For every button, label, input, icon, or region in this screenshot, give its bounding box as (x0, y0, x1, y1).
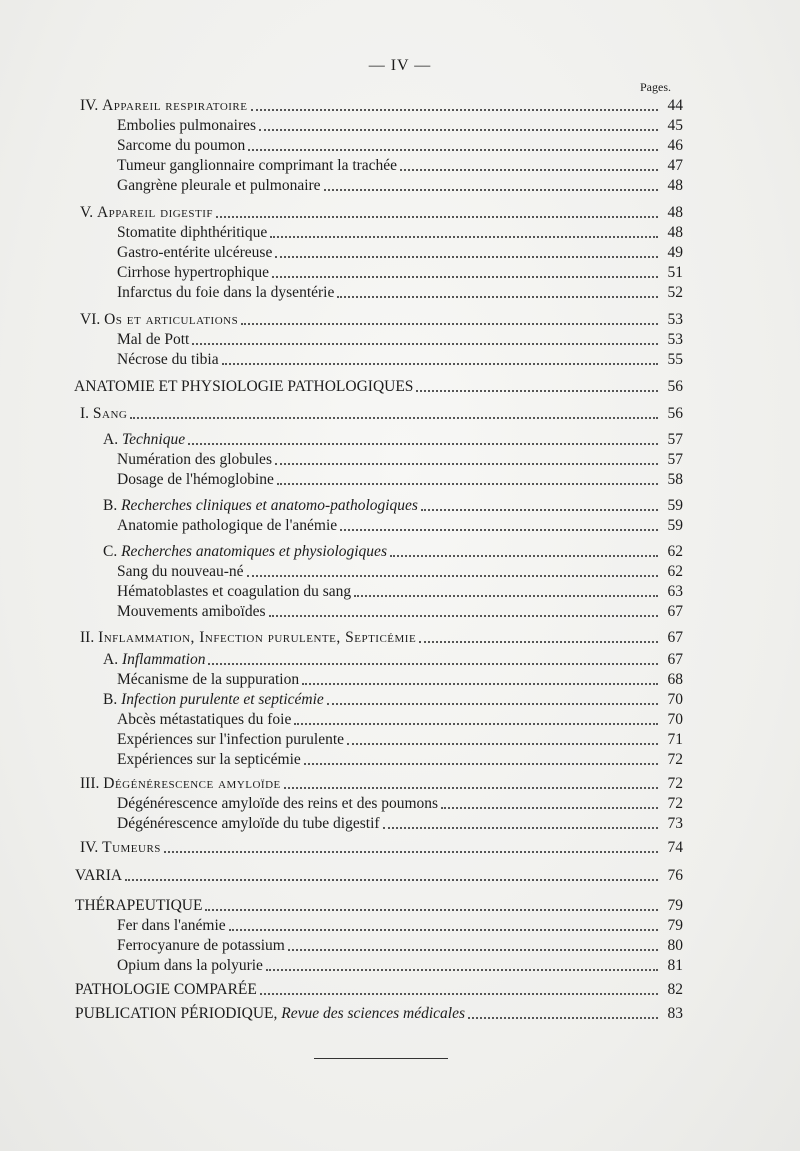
toc-entry-page-number: 63 (667, 583, 683, 600)
toc-entry (117, 283, 683, 303)
dot-leader (390, 555, 658, 557)
toc-entry-title (117, 794, 438, 814)
toc-entry-title (117, 956, 263, 976)
toc-entry-text: PUBLICATION PÉRIODIQUE, (75, 1005, 282, 1022)
toc-entry-page-number: 59 (667, 517, 683, 534)
pages-column-label: Pages. (640, 80, 671, 94)
toc-entry-text: Recherches anatomiques et physiologiques (121, 543, 387, 560)
toc-entry-text: Fer dans l'anémie (117, 917, 226, 934)
toc-entry-text: Sarcome du poumon (117, 137, 246, 154)
toc-entry (75, 866, 683, 886)
toc-entry-title (75, 980, 257, 1000)
toc-entry-page-number: 74 (667, 839, 683, 856)
toc-entry-title (80, 96, 248, 116)
toc-entry (74, 377, 683, 397)
toc-entry-title (80, 404, 127, 424)
toc-entry-text: Os et articulations (104, 311, 239, 328)
toc-entry (117, 562, 683, 582)
toc-entry-number: III. (80, 775, 104, 792)
toc-entry (117, 136, 683, 156)
toc-entry-page-number: 67 (667, 651, 683, 668)
toc-entry (117, 956, 683, 976)
toc-entry-number: V. (80, 204, 97, 221)
toc-entry-number: B. (103, 691, 122, 708)
toc-entry-title (103, 542, 387, 562)
toc-entry (103, 496, 683, 516)
toc-entry-number: A. (103, 651, 122, 668)
dot-leader (260, 993, 658, 995)
toc-entry (117, 330, 683, 350)
toc-entry-page-number: 79 (667, 917, 683, 934)
toc-entry-text: Infarctus du foie dans la dysentérie (117, 284, 335, 301)
toc-entry-title (80, 310, 238, 330)
toc-entry-text: Mécanisme de la suppuration (117, 671, 300, 688)
toc-entry (117, 223, 683, 243)
toc-entry-text: Cirrhose hypertrophique (117, 264, 269, 281)
toc-entry (80, 310, 683, 330)
toc-entry-page-number: 47 (667, 157, 683, 174)
toc-entry-title (117, 350, 219, 370)
toc-entry-text: Recherches cliniques et anatomo-pathologiques (121, 497, 418, 514)
toc-entry (117, 156, 683, 176)
dot-leader (400, 169, 658, 171)
toc-entry-page-number: 48 (667, 224, 683, 241)
toc-entry-page-number: 51 (667, 264, 683, 281)
dot-leader (441, 807, 658, 809)
toc-entry-title (117, 223, 267, 243)
toc-entry-title (75, 1004, 465, 1024)
dot-leader (248, 149, 658, 151)
toc-entry-title (117, 470, 274, 490)
toc-entry-title (103, 496, 418, 516)
toc-entry-text: Hématoblastes et coagulation du sang (117, 583, 352, 600)
toc-entry (117, 794, 683, 814)
toc-entry (103, 430, 683, 450)
toc-entry-text: Sang (92, 405, 128, 422)
toc-entry-title (117, 263, 269, 283)
toc-entry (117, 916, 683, 936)
toc-entry (117, 730, 683, 750)
toc-entry-title (117, 750, 301, 770)
toc-entry-number: I. (80, 405, 93, 422)
toc-entry-title (117, 710, 291, 730)
toc-entry-text: Dégénérescence amyloïde des reins et des poumons (117, 795, 439, 812)
toc-entry-page-number: 53 (667, 331, 683, 348)
toc-entry-title (80, 838, 161, 858)
dot-leader (270, 236, 658, 238)
toc-entry-page-number: 70 (667, 711, 683, 728)
toc-entry-page-number: 52 (667, 284, 683, 301)
toc-entry-text: Inflammation (121, 651, 206, 668)
toc-entry-text: Expériences sur l'infection purulente (117, 731, 345, 748)
toc-entry-page-number: 46 (667, 137, 683, 154)
toc-entry-page-number: 48 (667, 177, 683, 194)
toc-entry-title (117, 602, 266, 622)
dot-leader (272, 276, 658, 278)
toc-entry-text: VARIA (75, 867, 123, 884)
toc-entry (80, 96, 683, 116)
toc-entry (117, 263, 683, 283)
toc-entry-title (80, 774, 281, 794)
dot-leader (347, 743, 658, 745)
closing-rule (314, 1058, 448, 1059)
toc-entry-page-number: 71 (667, 731, 683, 748)
toc-entry-number: IV. (80, 839, 103, 856)
dot-leader (208, 663, 658, 665)
toc-entry-page-number: 68 (667, 671, 683, 688)
toc-entry-page-number: 72 (667, 751, 683, 768)
dot-leader (125, 879, 658, 881)
toc-entry-page-number: 55 (667, 351, 683, 368)
dot-leader (304, 763, 658, 765)
toc-entry-text: Tumeurs (102, 839, 161, 856)
toc-entry-page-number: 45 (667, 117, 683, 134)
toc-entry-title (117, 243, 272, 263)
toc-entry-page-number: 48 (667, 204, 683, 221)
toc-entry-text: Mal de Pott (117, 331, 190, 348)
toc-entry-number: IV. (80, 97, 103, 114)
toc-entry (103, 650, 683, 670)
toc-entry (117, 450, 683, 470)
toc-entry (80, 838, 683, 858)
dot-leader (284, 787, 658, 789)
dot-leader (192, 343, 658, 345)
dot-leader (294, 723, 658, 725)
dot-leader (421, 509, 658, 511)
toc-entry-page-number: 72 (667, 775, 683, 792)
toc-entry-title (117, 450, 272, 470)
dot-leader (247, 575, 658, 577)
toc-entry-title (117, 670, 299, 690)
dot-leader (337, 296, 658, 298)
dot-leader (288, 949, 658, 951)
toc-entry (117, 750, 683, 770)
toc-entry (117, 670, 683, 690)
toc-entry (117, 582, 683, 602)
dot-leader (222, 363, 658, 365)
toc-entry-text: Numération des globules (117, 451, 272, 468)
toc-entry (80, 203, 683, 223)
toc-entry-page-number: 70 (667, 691, 683, 708)
toc-entry-number: VI. (80, 311, 105, 328)
toc-entry-title (117, 176, 321, 196)
toc-entry-text: Nécrose du tibia (117, 351, 219, 368)
toc-entry-text: Embolies pulmonaires (117, 117, 257, 134)
toc-entry-page-number: 67 (667, 629, 683, 646)
toc-entry-text: Sang du nouveau-né (117, 563, 244, 580)
dot-leader (130, 417, 658, 419)
toc-entry-title (117, 814, 380, 834)
toc-entry-text: Ferrocyanure de potassium (117, 937, 285, 954)
toc-entry-title (117, 156, 397, 176)
toc-entry-page-number: 80 (667, 937, 683, 954)
dot-leader (340, 529, 658, 531)
dot-leader (277, 483, 658, 485)
dot-leader (416, 390, 658, 392)
toc-entry-title (117, 730, 344, 750)
toc-entry-text: Appareil respiratoire (102, 97, 248, 114)
toc-entry-text: Mouvements amiboïdes (117, 603, 266, 620)
toc-entry-page-number: 44 (667, 97, 683, 114)
toc-entry (75, 1004, 683, 1024)
toc-entry-number: C. (103, 543, 122, 560)
toc-entry-number: A. (103, 431, 122, 448)
toc-entry (117, 350, 683, 370)
toc-entry (117, 814, 683, 834)
toc-entry-title (117, 516, 337, 536)
toc-entry (117, 602, 683, 622)
toc-entry-title (117, 936, 285, 956)
dot-leader (324, 189, 658, 191)
toc-entry-text: Inflammation, Infection purulente, Septicémie (98, 629, 417, 646)
toc-entry-page-number: 56 (667, 378, 683, 395)
toc-entry-page-number: 57 (667, 451, 683, 468)
dot-leader (259, 129, 658, 131)
dot-leader (468, 1017, 658, 1019)
toc-entry-text: Expériences sur la septicémie (117, 751, 301, 768)
toc-entry (80, 774, 683, 794)
dot-leader (216, 216, 658, 218)
dot-leader (327, 703, 658, 705)
toc-entry-title (117, 136, 245, 156)
toc-entry-page-number: 72 (667, 795, 683, 812)
dot-leader (419, 641, 658, 643)
toc-entry (117, 243, 683, 263)
toc-entry (117, 710, 683, 730)
toc-entry-title (117, 330, 189, 350)
toc-entry (80, 404, 683, 424)
toc-entry-title (80, 203, 213, 223)
toc-entry (117, 116, 683, 136)
toc-entry-text: Stomatite diphthéritique (117, 224, 268, 241)
toc-entry-page-number: 73 (667, 815, 683, 832)
toc-entry-page-number: 49 (667, 244, 683, 261)
toc-entry-text: Dégénérescence amyloïde du tube digestif (117, 815, 380, 832)
toc-entry (117, 176, 683, 196)
toc-entry-text: ANATOMIE ET PHYSIOLOGIE PATHOLOGIQUES (74, 378, 414, 395)
dot-leader (269, 615, 658, 617)
toc-entry-text: Abcès métastatiques du foie (117, 711, 292, 728)
toc-entry-text: Gastro-entérite ulcéreuse (117, 244, 273, 261)
toc-entry (103, 690, 683, 710)
toc-entry-page-number: 81 (667, 957, 683, 974)
toc-entry-number: II. (80, 629, 99, 646)
dot-leader (302, 683, 658, 685)
toc-entry-text: PATHOLOGIE COMPARÉE (75, 981, 257, 998)
toc-entry (117, 516, 683, 536)
dot-leader (188, 443, 658, 445)
dot-leader (275, 463, 658, 465)
toc-entry-subtitle: Revue des sciences médicales (281, 1005, 465, 1022)
toc-entry-text: Dosage de l'hémoglobine (117, 471, 274, 488)
toc-entry-text: Appareil digestif (96, 204, 214, 221)
dot-leader (354, 595, 658, 597)
toc-entry-text: Gangrène pleurale et pulmonaire (117, 177, 321, 194)
toc-entry-title (103, 690, 324, 710)
toc-entry-page-number: 53 (667, 311, 683, 328)
toc-entry (117, 470, 683, 490)
toc-entry (75, 980, 683, 1000)
toc-entry-title (74, 377, 413, 397)
toc-entry-title (117, 562, 244, 582)
toc-entry-title (117, 582, 351, 602)
toc-entry-page-number: 57 (667, 431, 683, 448)
toc-entry-title (117, 916, 226, 936)
dot-leader (164, 851, 658, 853)
toc-entry-page-number: 82 (667, 981, 683, 998)
toc-entry-text: THÉRAPEUTIQUE (75, 897, 203, 914)
dot-leader (383, 827, 658, 829)
toc-entry-page-number: 58 (667, 471, 683, 488)
toc-entry-page-number: 62 (667, 563, 683, 580)
toc-entry-page-number: 76 (667, 867, 683, 884)
toc-entry-page-number: 62 (667, 543, 683, 560)
dot-leader (241, 323, 658, 325)
dot-leader (275, 256, 658, 258)
toc-entry (80, 628, 683, 648)
toc-entry-page-number: 59 (667, 497, 683, 514)
toc-entry-title (103, 650, 205, 670)
toc-entry-title (117, 283, 334, 303)
toc-entry-text: Anatomie pathologique de l'anémie (117, 517, 338, 534)
toc-entry-title (75, 896, 202, 916)
dot-leader (229, 929, 658, 931)
dot-leader (205, 909, 658, 911)
toc-entry-page-number: 56 (667, 405, 683, 422)
toc-entry (103, 542, 683, 562)
toc-entry-number: B. (103, 497, 122, 514)
toc-entry (75, 896, 683, 916)
toc-entry-text: Technique (121, 431, 186, 448)
toc-entry-text: Opium dans la polyurie (117, 957, 263, 974)
dot-leader (251, 109, 659, 111)
toc-entry-page-number: 67 (667, 603, 683, 620)
toc-entry-title (75, 866, 122, 886)
toc-entry-text: Tumeur ganglionnaire comprimant la trachée (117, 157, 398, 174)
toc-entry (117, 936, 683, 956)
toc-entry-title (117, 116, 256, 136)
toc-entry-title (103, 430, 185, 450)
dot-leader (266, 969, 658, 971)
toc-entry-text: Infection purulente et septicémie (121, 691, 324, 708)
page-header: — IV — (368, 57, 432, 74)
toc-entry-title (80, 628, 416, 648)
toc-entry-page-number: 79 (667, 897, 683, 914)
toc-entry-text: Dégénérescence amyloïde (103, 775, 281, 792)
toc-entry-page-number: 83 (667, 1005, 683, 1022)
